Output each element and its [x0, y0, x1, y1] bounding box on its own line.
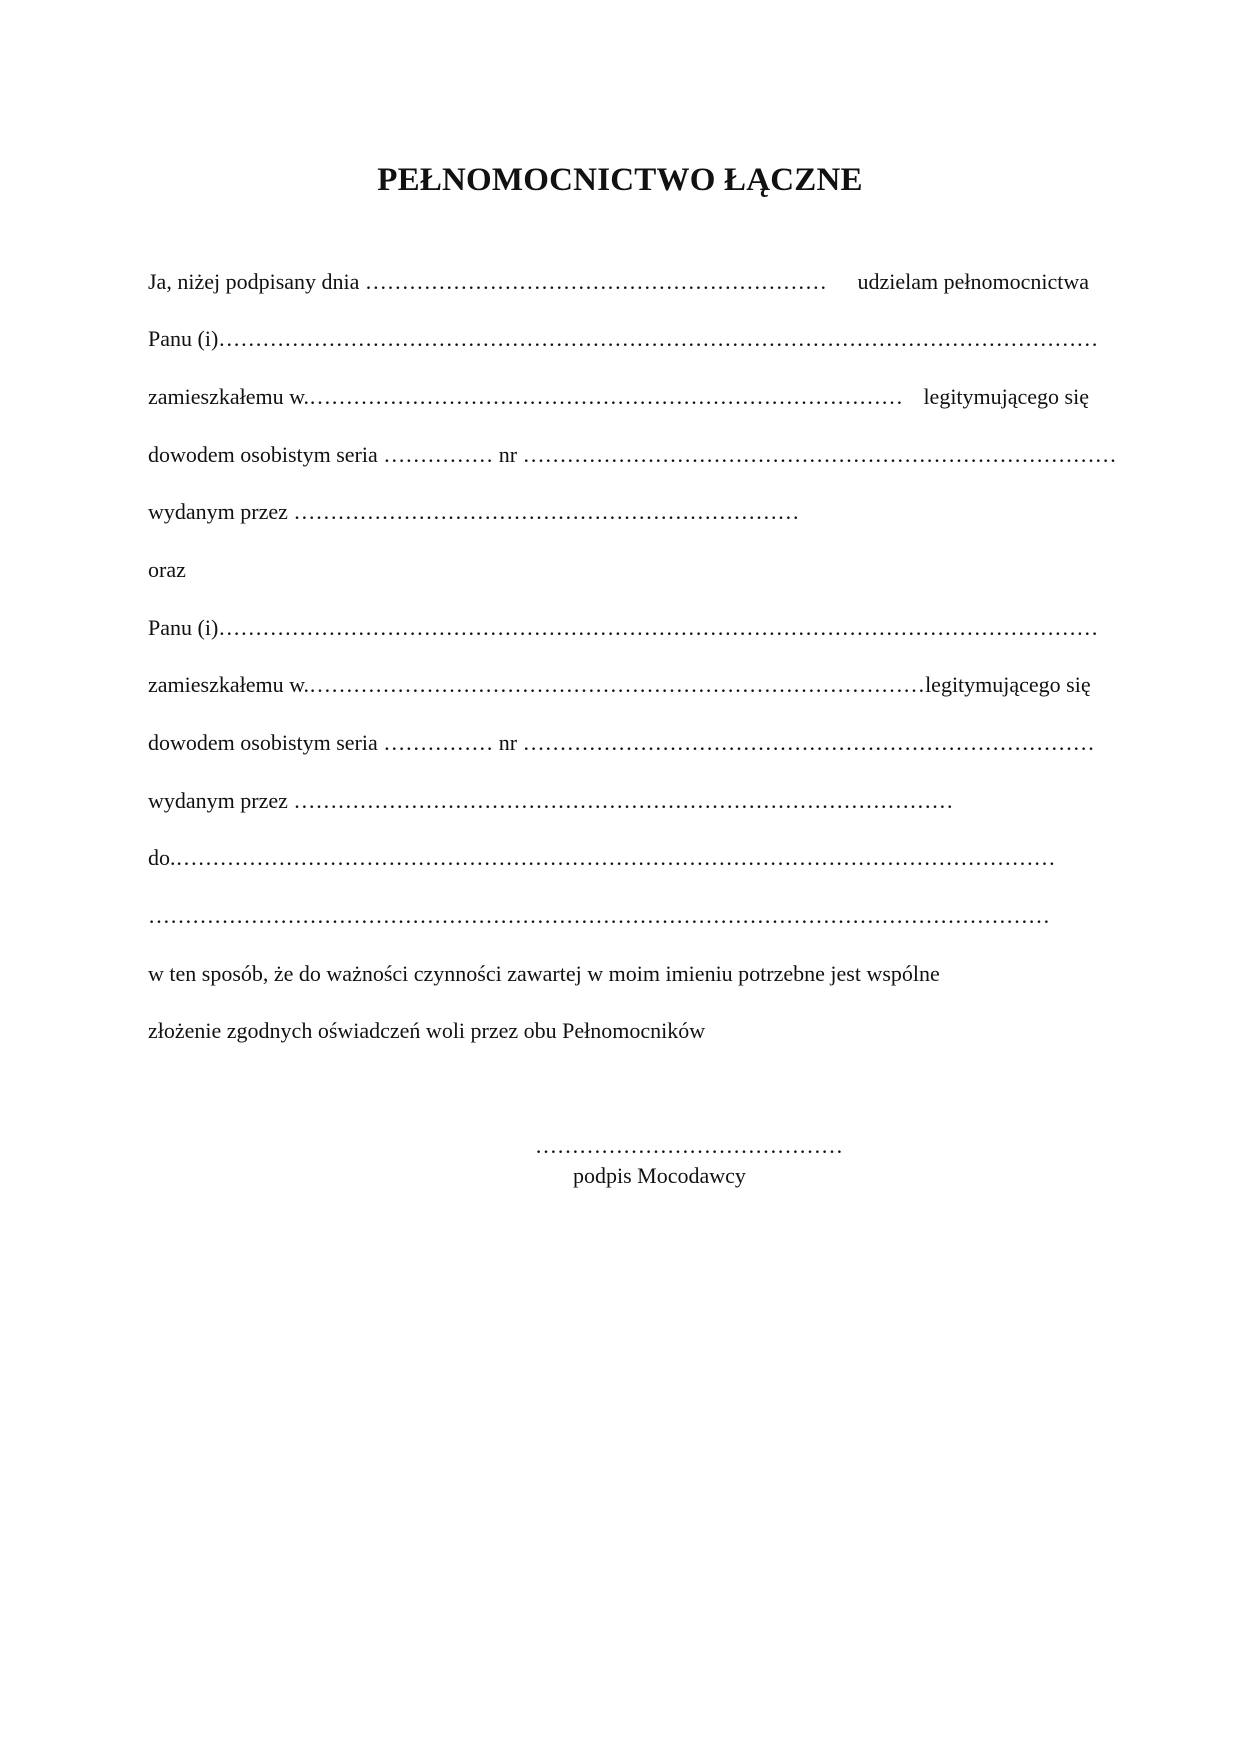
- grant-date-line: [148, 268, 1089, 296]
- condition-line-1: w ten sposób, że do ważności czynności zawartej w moim imieniu potrzebne jest wspólne: [148, 961, 940, 986]
- grant-date-text: Ja, niżej podpisany dnia ………………………………………………………: [148, 269, 827, 294]
- second-attorney-id-line: dowodem osobistym seria …………… nr ……………………………………………………………………: [148, 730, 1095, 755]
- grant-text: udzielam pełnomocnictwa: [857, 269, 1089, 294]
- signature-dots: ……………………………………: [535, 1133, 843, 1158]
- first-attorney-id-line: dowodem osobistym seria …………… nr ………………………………………………………………………: [148, 442, 1117, 467]
- first-attorney-id-text: legitymującego się: [923, 384, 1089, 409]
- document-title: PEŁNOMOCNICTWO ŁĄCZNE: [377, 162, 863, 198]
- second-attorney-name-line: Panu (i)…………………………………………………………………………………………………………: [148, 615, 1099, 640]
- first-attorney-address-text: zamieszkałemu w.………………………………………………………………………: [148, 384, 904, 409]
- scope-line: do.…………………………………………………………………………………………………………: [148, 845, 1056, 870]
- condition-line-2: złożenie zgodnych oświadczeń woli przez obu Pełnomocników: [148, 1018, 706, 1043]
- and-line: oraz: [148, 557, 186, 582]
- first-attorney-address-line: [148, 383, 1089, 411]
- first-attorney-name-line: Panu (i)…………………………………………………………………………………………………………: [148, 326, 1099, 351]
- second-attorney-address-text: zamieszkałemu w.…………………………………………………………………………: [148, 672, 926, 697]
- first-attorney-issued-line: wydanym przez ……………………………………………………………: [148, 499, 800, 524]
- second-attorney-address-line: [148, 671, 1089, 699]
- signature-label: podpis Mocodawcy: [573, 1163, 746, 1188]
- second-attorney-issued-line: wydanym przez ………………………………………………………………………………: [148, 788, 954, 813]
- second-attorney-id-text: legitymującego się: [925, 672, 1091, 697]
- scope-continuation-line: ……………………………………………………………………………………………………………: [148, 903, 1050, 928]
